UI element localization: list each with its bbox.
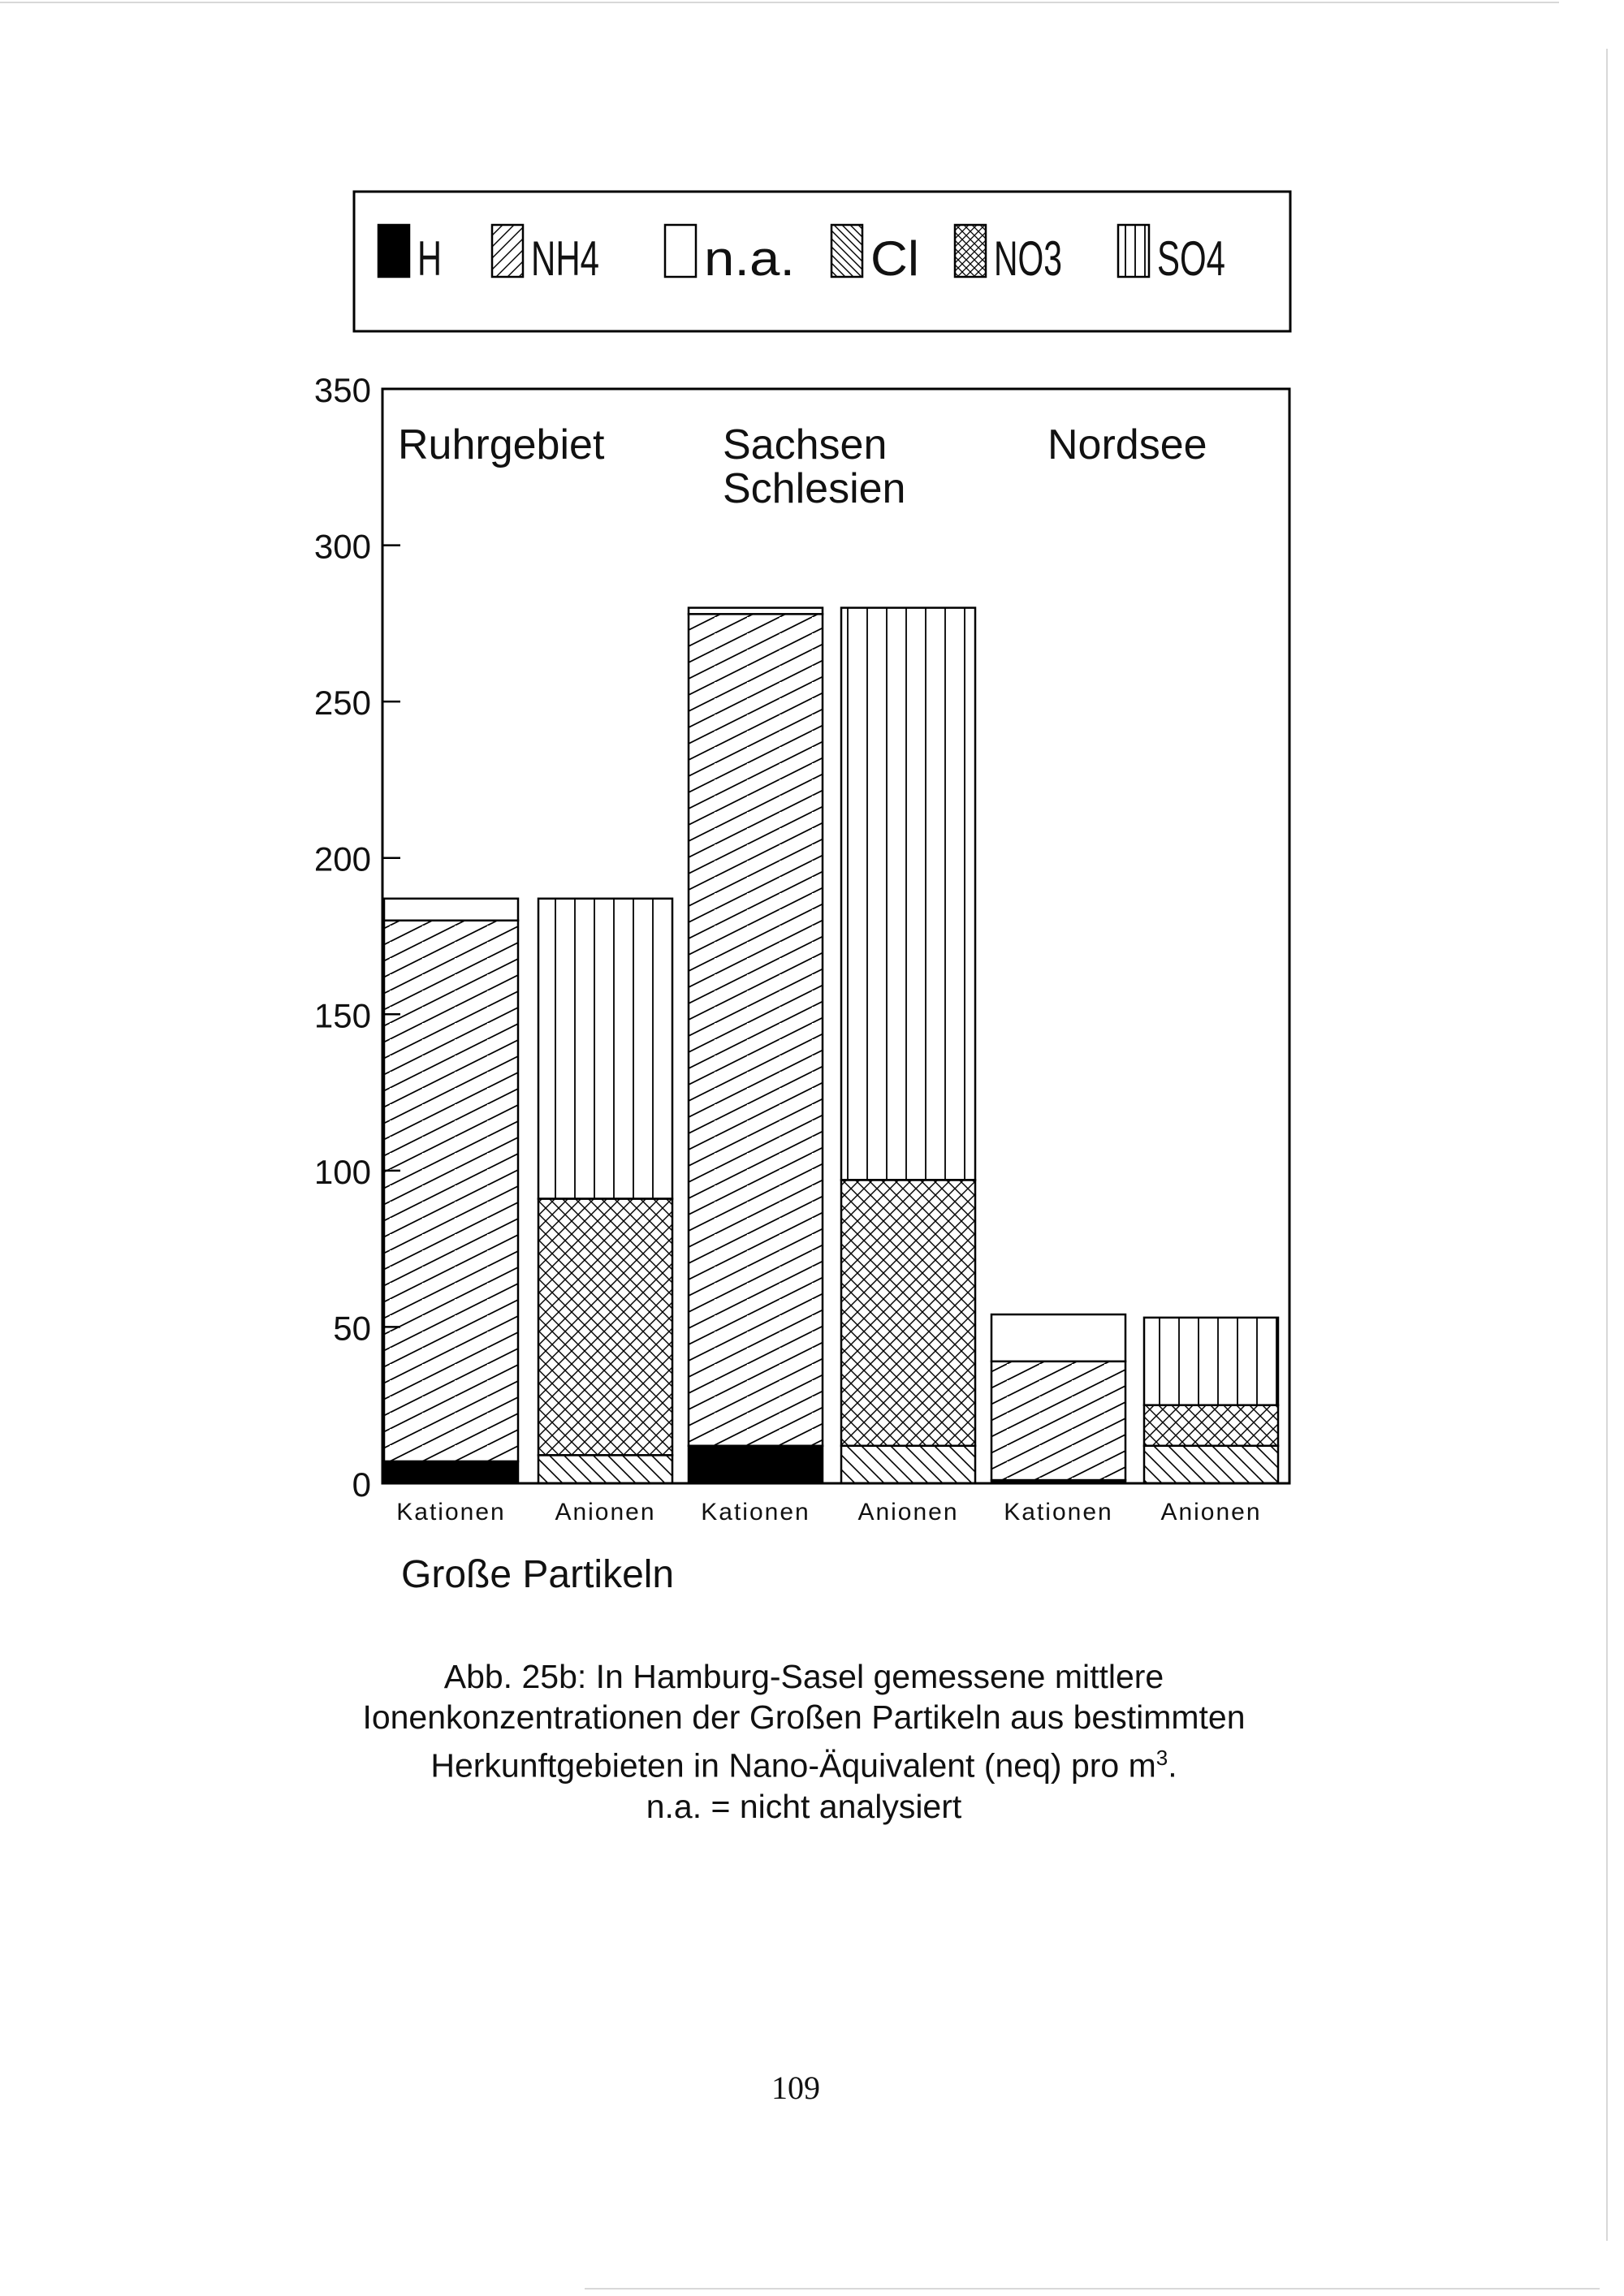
bar-anionen xyxy=(1144,1318,1278,1483)
legend-swatch-no3 xyxy=(955,225,986,277)
legend-label-nh4: NH4 xyxy=(531,231,599,286)
bar-segment-cl xyxy=(538,1455,672,1483)
legend-label-so4: SO4 xyxy=(1157,231,1225,286)
legend xyxy=(354,192,1290,331)
legend-swatch-so4 xyxy=(1118,225,1149,277)
bar-segment-so4 xyxy=(538,899,672,1199)
region-title: Nordsee xyxy=(1047,421,1207,468)
bar-segment-no3 xyxy=(538,1199,672,1456)
bar-anionen xyxy=(538,899,672,1483)
bar-segment-no3 xyxy=(1144,1405,1278,1446)
x-axis-title: Große Partikeln xyxy=(401,1553,675,1596)
legend-label-cl: Cl xyxy=(870,231,919,286)
y-tick-label: 0 xyxy=(352,1465,371,1504)
legend-label-h: H xyxy=(417,231,442,286)
x-tick-label: Kationen xyxy=(396,1499,506,1526)
y-tick-label: 150 xyxy=(313,996,371,1035)
bar-segment-h xyxy=(689,1446,823,1483)
caption-superscript: 3 xyxy=(1155,1746,1168,1770)
y-tick-label: 50 xyxy=(333,1309,371,1348)
y-tick-label: 200 xyxy=(313,839,371,878)
bar-segment-na xyxy=(384,899,518,921)
legend-label-no3: NO3 xyxy=(994,231,1062,286)
x-tick-label: Anionen xyxy=(555,1499,656,1526)
caption-line-1: Abb. 25b: In Hamburg-Sasel gemessene mittlere xyxy=(443,1658,1164,1695)
legend-swatch-h xyxy=(378,225,409,277)
x-tick-label: Kationen xyxy=(1004,1499,1113,1526)
legend-label-na: n.a. xyxy=(704,231,795,286)
x-tick-label: Kationen xyxy=(701,1499,810,1526)
legend-item-nh4 xyxy=(492,225,599,286)
y-tick-label: 300 xyxy=(313,527,371,566)
legend-item-na xyxy=(665,225,795,286)
figure-caption xyxy=(244,1656,1364,1827)
bar-kationen xyxy=(384,899,518,1483)
caption-line-3-text: Herkunftgebieten in Nano-Äquivalent (neq) pro m xyxy=(430,1746,1156,1785)
bar-segment-nh4 xyxy=(689,614,823,1445)
bar-segment-h xyxy=(384,1461,518,1483)
region-title: Sachsen Schlesien xyxy=(723,421,906,512)
bar-segment-so4 xyxy=(841,608,975,1180)
y-tick-label: 350 xyxy=(313,371,371,409)
region-titles xyxy=(398,421,1207,512)
legend-swatch-cl xyxy=(831,225,862,277)
x-tick-label: Anionen xyxy=(857,1499,959,1526)
legend-item-h xyxy=(378,225,442,286)
caption-line-3 xyxy=(244,1737,1364,1786)
page-number: 109 xyxy=(771,2069,820,2106)
legend-item-so4 xyxy=(1118,225,1225,286)
bar-segment-cl xyxy=(1144,1446,1278,1483)
legend-swatch-na xyxy=(665,225,696,277)
bar-segment-cl xyxy=(841,1446,975,1483)
y-tick-label: 100 xyxy=(313,1152,371,1191)
caption-line-3-end: . xyxy=(1168,1746,1177,1785)
y-tick-label: 250 xyxy=(313,684,371,723)
legend-item-cl xyxy=(831,225,919,286)
x-axis-labels xyxy=(396,1499,1261,1526)
bar-kationen xyxy=(991,1314,1125,1483)
bar-segment-nh4 xyxy=(384,921,518,1461)
bar-segment-na xyxy=(689,608,823,615)
bar-segment-na xyxy=(991,1314,1125,1362)
legend-item-no3 xyxy=(955,225,1062,286)
bar-segment-no3 xyxy=(841,1180,975,1445)
bar-segment-nh4 xyxy=(991,1362,1125,1480)
caption-line-4: n.a. = nicht analysiert xyxy=(646,1787,962,1825)
region-title: Ruhrgebiet xyxy=(398,421,605,468)
bar-segment-so4 xyxy=(1144,1318,1278,1405)
legend-swatch-nh4 xyxy=(492,225,523,277)
bar-kationen xyxy=(689,608,823,1483)
caption-line-2: Ionenkonzentrationen der Großen Partikeln aus bestimmten xyxy=(362,1698,1246,1736)
bar-anionen xyxy=(841,608,975,1483)
bars xyxy=(384,608,1278,1483)
x-tick-label: Anionen xyxy=(1160,1499,1262,1526)
